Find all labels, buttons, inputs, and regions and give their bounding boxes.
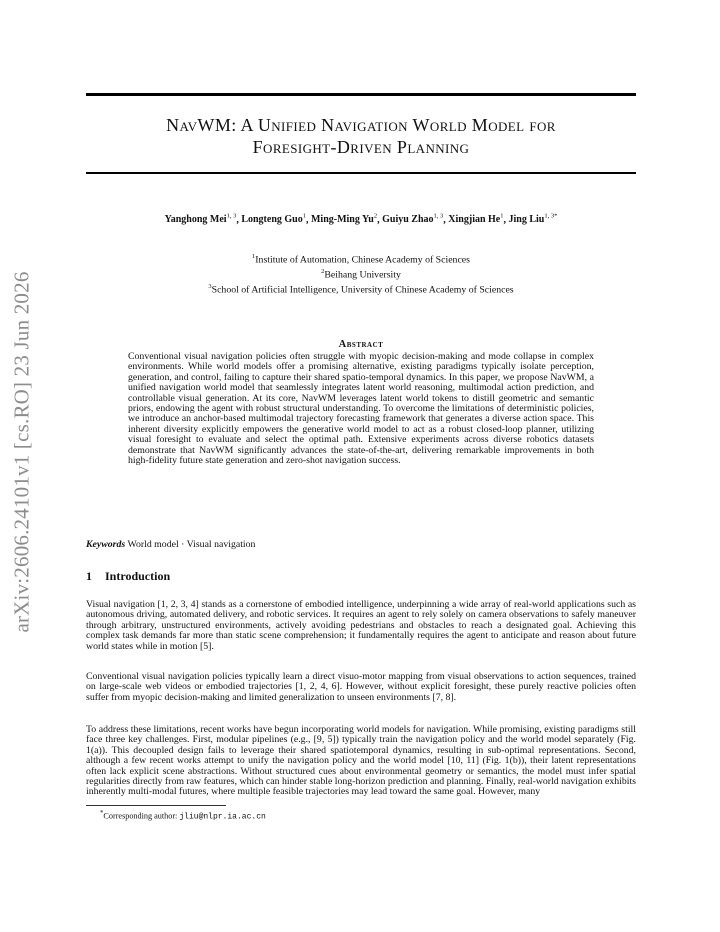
keywords xyxy=(86,539,255,550)
section-title: Introduction xyxy=(105,569,171,583)
section-number: 1 xyxy=(86,569,92,583)
affiliations xyxy=(86,251,636,295)
author: Guiyu Zhao$^{1, 3}$ xyxy=(382,213,444,226)
author: Xingjian He$^1$ xyxy=(448,213,504,226)
footnote-marker: * xyxy=(100,810,104,817)
keywords-label: Keywords xyxy=(86,539,126,550)
footnote-rule xyxy=(86,805,226,806)
title-rule-bottom xyxy=(86,172,636,174)
author-list: Yanghong Mei$^{1, 3}$, Longteng Guo$^1$, Ming-Ming Yu$^2$, Guiyu Zhao$^{1, 3}$, Xingjian He$^1$, Jing Liu$^{1, 3*}$ xyxy=(164,213,558,226)
author: Longteng Guo$^1$ xyxy=(241,213,306,226)
affiliation: $^2$Beihang University xyxy=(321,267,401,281)
keywords-text: World model · Visual navigation xyxy=(127,539,256,550)
title-line-1: NavWM: A Unified Navigation World Model for xyxy=(166,115,556,135)
author: Yanghong Mei$^{1, 3}$ xyxy=(164,213,237,226)
footnote-label: Corresponding author: xyxy=(103,811,180,821)
abstract-heading: Abstract xyxy=(338,339,384,350)
paper-title xyxy=(86,114,636,158)
footnote xyxy=(100,810,266,822)
abstract-text: Conventional visual navigation policies often struggle with myopic decision-making and mode collapse in complex environments. While world models offer a promising alternative, existing paradigms typically isolate perception, generation, and control, failing to capture their shared spatio-temporal dynamics. In this paper, we propose NavWM, a unified navigation world model that seamlessly integrates latent world reasoning, multimodal action prediction, and controllable visual generation. At its core, NavWM leverages latent world tokens to distill geometric and semantic priors, endowing the agent with robust structural understanding. To overcome the limitations of deterministic policies, we introduce an anchor-based multimodal trajectory forecasting framework that generates a diverse action space. This inherent diversity explicitly empowers the generative world model to act as a robust closed-loop planner, utilizing visual foresight to evaluate and select the optimal path. Extensive experiments across diverse robotics datasets demonstrate that NavWM significantly advances the state-of-the-art, delivering remarkable improvements in both high-fidelity future state generation and zero-shot navigation success. xyxy=(128,351,594,467)
title-rule-top xyxy=(86,93,636,96)
affiliation: $^3$School of Artificial Intelligence, University of Chinese Academy of Sciences xyxy=(208,282,514,295)
title-line-2: Foresight-Driven Planning xyxy=(252,137,470,157)
body-paragraph: Conventional visual navigation policies typically learn a direct visuo-motor mapping from visual observations to action sequences, trained on large-scale web videos or embodied trajectories [1, 2, 4, 6]. However, without explicit foresight, these purely reactive policies often suffer from myopic decision-making and limited generalization to unseen environments [7, 8]. xyxy=(86,671,636,703)
footnote-email[interactable]: jliu@nlpr.ia.ac.cn xyxy=(179,812,266,822)
body-paragraph: To address these limitations, recent works have begun incorporating world models for navigation. While promising, existing paradigms still face three key challenges. First, modular pipelines (e.g., [9, 5]) typically train the navigation policy and the world model separately (Fig. 1(a)). This decoupled design fails to leverage their shared spatiotemporal dynamics, resulting in sub-optimal representations. Second, although a few recent works attempt to unify the navigation policy and the world model [10, 11] (Fig. 1(b)), their latent representations often lack explicit scene abstractions. Without structured cues about environmental geometry or semantics, the model must infer spatial regularities directly from raw features, which can hinder stable long-horizon prediction and planning. Finally, real-world navigation exhibits inherently multi-modal futures, where multiple feasible trajectories may lead toward the same goal. However, many xyxy=(86,724,636,798)
affiliation: $^1$Institute of Automation, Chinese Academy of Sciences xyxy=(252,253,470,266)
author: Jing Liu$^{1, 3*}$ xyxy=(508,213,558,226)
section-heading xyxy=(86,569,170,584)
body-paragraph: Visual navigation [1, 2, 3, 4] stands as a cornerstone of embodied intelligence, underpinning a wide array of real-world applications such as autonomous driving, automated delivery, and robotic services. It requires an agent to rely solely on camera observations to safely maneuver through arbitrary, unstructured environments, actively avoiding pedestrians and obstacles to reach a designated goal. Achieving this complex task demands far more than static scene comprehension; it fundamentally requires the agent to anticipate and reason about future world states while in motion [5]. xyxy=(86,599,636,652)
author: Ming-Ming Yu$^2$ xyxy=(310,213,378,226)
arxiv-id: arXiv:2606.24101v1 [cs.RO] 23 Jun 2026 xyxy=(9,271,34,633)
